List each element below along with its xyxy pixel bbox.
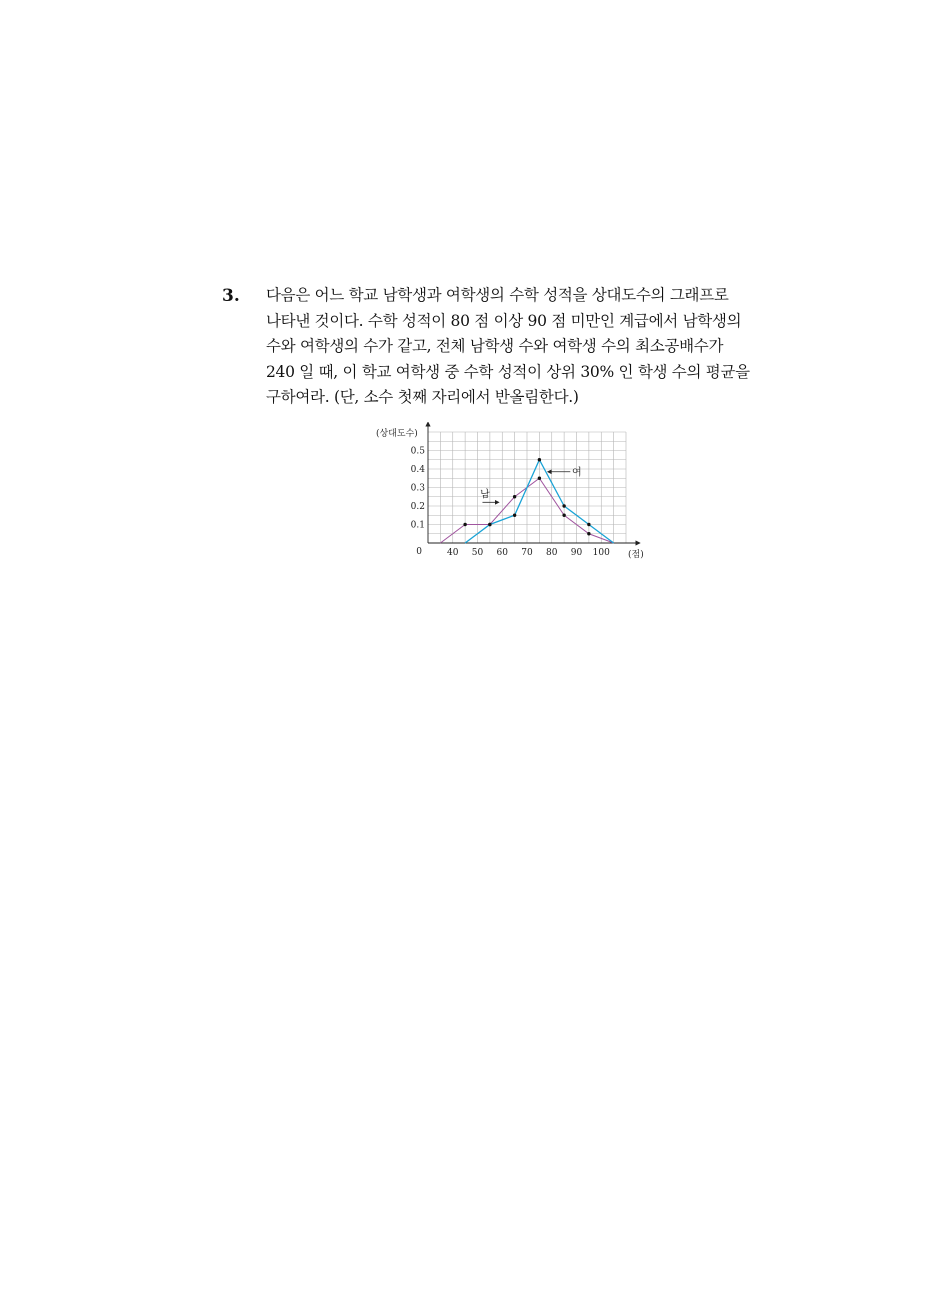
y-tick-label: 0.5	[410, 446, 425, 457]
series-male-point	[587, 532, 590, 535]
chart-axes	[411, 424, 638, 558]
series-male-point	[513, 495, 516, 498]
problem-line-2: 나타낸 것이다. 수학 성적이 80 점 이상 90 점 미만인 계급에서 남학생의	[266, 311, 742, 330]
x-tick-label: 60	[496, 548, 508, 558]
series-female-point	[587, 523, 590, 526]
series-female-point	[488, 523, 491, 526]
x-tick-label: 100	[592, 548, 610, 558]
x-axis-label: (점)	[628, 550, 644, 560]
origin-label: 0	[416, 547, 422, 557]
series-male-point	[562, 514, 565, 517]
x-tick-label: 50	[471, 548, 484, 558]
problem-text	[266, 283, 766, 411]
x-tick-label: 40	[447, 548, 459, 558]
x-tick-label: 90	[570, 548, 583, 558]
x-tick-label: 80	[546, 548, 558, 558]
relative-frequency-chart	[370, 422, 650, 571]
problem-line-3: 수와 여학생의 수가 같고, 전체 남학생 수와 여학생 수의 최소공배수가	[266, 337, 724, 355]
series-female-point	[562, 504, 565, 507]
problem-number: 3.	[222, 286, 240, 306]
y-tick-label: 0.4	[410, 465, 425, 475]
series-female-point	[538, 458, 541, 461]
series-female-point	[513, 514, 516, 517]
problem-line-1: 다음은 어느 학교 남학생과 여학생의 수학 성적을 상대도수의 그래프로	[266, 286, 729, 304]
y-tick-label: 0.2	[410, 502, 425, 512]
y-tick-label: 0.3	[410, 483, 425, 494]
series-male-point	[538, 477, 541, 480]
series-male-point	[463, 523, 466, 526]
problem-line-4: 240 일 때, 이 학교 여학생 중 수학 성적이 상위 30% 인 학생 수의 평균을	[266, 362, 750, 381]
annotation-female: 여	[572, 467, 582, 479]
y-axis-label: (상대도수)	[376, 429, 418, 439]
chart-svg	[370, 422, 650, 567]
y-tick-label: 0.1	[410, 520, 425, 531]
x-tick-label: 70	[521, 548, 533, 558]
problem-line-5: 구하여라. (단, 소수 첫째 자리에서 반올림한다.)	[266, 388, 579, 406]
annotation-male: 남	[480, 489, 490, 501]
